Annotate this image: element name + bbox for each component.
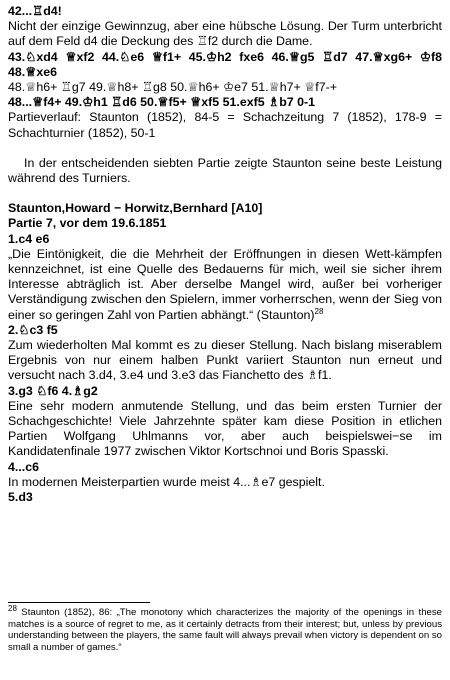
move-line: 5.d3: [8, 490, 33, 505]
spacer: [8, 141, 442, 156]
footnote: [8, 603, 442, 654]
source-reference: Partieverlauf: Staunton (1852), 84-5 = Schachzeitung 7 (1852), 178-9 = Schachturnier (1852), 50-1: [8, 110, 442, 140]
quote-text: „Die Eintönigkeit, die die Mehrheit der Eröffnungen in diesen Wett-kämpfen kennzeichnet, ist eine Quelle des Bedauerns für mich, weil sie sicher ihrem Interesse abträglich ist. Aber derselbe Mangel wird, außer bei vorheriger Verständigung zwischen den Spielern, immer vorherrschen, wenn der Sieg von einer so geringen Zahl von Partien abhängt.“ (Staunton): [8, 246, 442, 322]
footnote-divider: [8, 602, 150, 603]
commentary-paragraph: Eine sehr modern anmutende Stellung, und das beim ersten Turnier der Schachgeschichte! Viele Jahrzehnte später kam diese Position in etlichen Partien Wolfgang Uhlmanns vor, aber auch beispielswei−se im Kandidatenfinale 1977 zwischen Viktor Kortschnoi und Boris Spasski.: [8, 398, 442, 459]
quote-paragraph: [8, 247, 442, 323]
spacer: [8, 186, 442, 201]
game-header-date: Partie 7, vor dem 19.6.1851: [8, 216, 167, 231]
game-header-players: Staunton,Howard − Horwitz,Bernhard [A10]: [8, 201, 263, 216]
move-line: 4...c6: [8, 459, 40, 474]
move-line: 1.c4 e6: [8, 231, 50, 246]
commentary-paragraph: Nicht der einzige Gewinnzug, aber eine hübsche Lösung. Der Turm unterbricht auf dem Feld d4 die Deckung des ♖f2 durch die Dame.: [8, 19, 442, 49]
intro-paragraph: In der entscheidenden siebten Partie zeigte Staunton seine beste Leistung während des Turniers.: [8, 155, 442, 186]
commentary-paragraph: In modernen Meisterpartien wurde meist 4...♗e7 gespielt.: [8, 474, 325, 489]
footnote-marker[interactable]: 28: [314, 306, 324, 316]
move-line: 43.♘xd4 ♕xf2 44.♘e6 ♕f1+ 45.♔h2 fxe6 46.♕g5 ♖d7 47.♕xg6+ ♔f8 48.♕xe6: [8, 49, 442, 79]
move-line: 3.g3 ♘f6 4.♗g2: [8, 383, 98, 398]
move-line: 42...♖d4!: [8, 4, 62, 18]
footnote-number: 28: [8, 603, 17, 613]
page-body: [8, 4, 442, 505]
footnote-text: Staunton (1852), 86: „The monotony which characterizes the majority of the openings in these matches is a source of regret to me, as it certainly detracts from their interest; but, unless by previous understanding between the players, the same fault will always prevail when victory is dependent on so small a number of games.“: [8, 607, 442, 654]
move-line: 48...♕f4+ 49.♔h1 ♖d6 50.♕f5+ ♕xf5 51.exf5 ♗b7 0-1: [8, 95, 316, 110]
move-line: 2.♘c3 f5: [8, 322, 58, 337]
commentary-paragraph: Zum wiederholten Mal kommt es zu dieser Stellung. Nach bislang miserablem Ergebnis von nur einem halben Punkt variiert Staunton nun erneut und versucht nach 3.d4, 3.e4 und 3.e3 das Fianchetto des ♗f1.: [8, 338, 442, 383]
variation-line: 48.♕h6+ ♖g7 49.♕h8+ ♖g8 50.♕h6+ ♔e7 51.♕h7+ ♕f7-+: [8, 80, 337, 95]
